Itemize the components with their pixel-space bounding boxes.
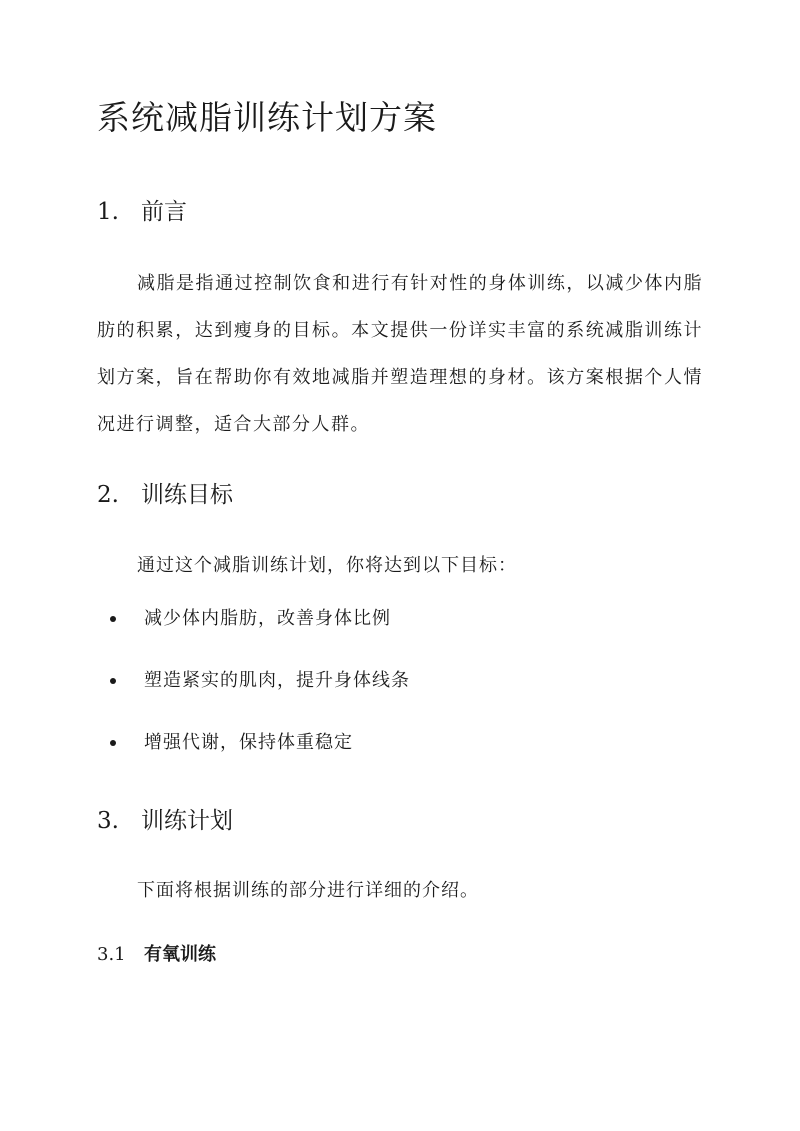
plan-lead-text: 下面将根据训练的部分进行详细的介绍。 <box>137 880 479 901</box>
goal-text: 塑造紧实的肌肉，提升身体线条 <box>144 670 410 691</box>
goal-text: 减少体内脂肪，改善身体比例 <box>144 608 391 629</box>
section-title: 训练目标 <box>141 482 233 508</box>
subsection-number: 3.1 <box>97 944 126 965</box>
section-title: 训练计划 <box>141 808 233 834</box>
section-heading-plan <box>97 805 233 837</box>
section-number: 1. <box>97 199 119 225</box>
bullet-icon <box>110 740 116 746</box>
subsection-heading-aerobic <box>97 942 216 968</box>
preface-paragraph: 减脂是指通过控制饮食和进行有针对性的身体训练，以减少体内脂肪的积累，达到瘦身的目标。本文提供一份详实丰富的系统减脂训练计划方案，旨在帮助你有效地减脂并塑造理想的身材。该方案根据个人情况进行调整，适合大部分人群。 <box>97 273 703 435</box>
goals-lead-text: 通过这个减脂训练计划，你将达到以下目标： <box>137 555 517 576</box>
bullet-icon <box>110 678 116 684</box>
section-number: 2. <box>97 482 119 508</box>
subsection-title: 有氧训练 <box>144 944 216 965</box>
section-number: 3. <box>97 808 119 834</box>
section-heading-goals <box>97 479 233 511</box>
goal-text: 增强代谢，保持体重稳定 <box>144 732 353 753</box>
section-title: 前言 <box>141 199 187 225</box>
document-title: 系统减脂训练计划方案 <box>97 98 437 137</box>
section-heading-preface <box>97 196 187 228</box>
bullet-icon <box>110 616 116 622</box>
